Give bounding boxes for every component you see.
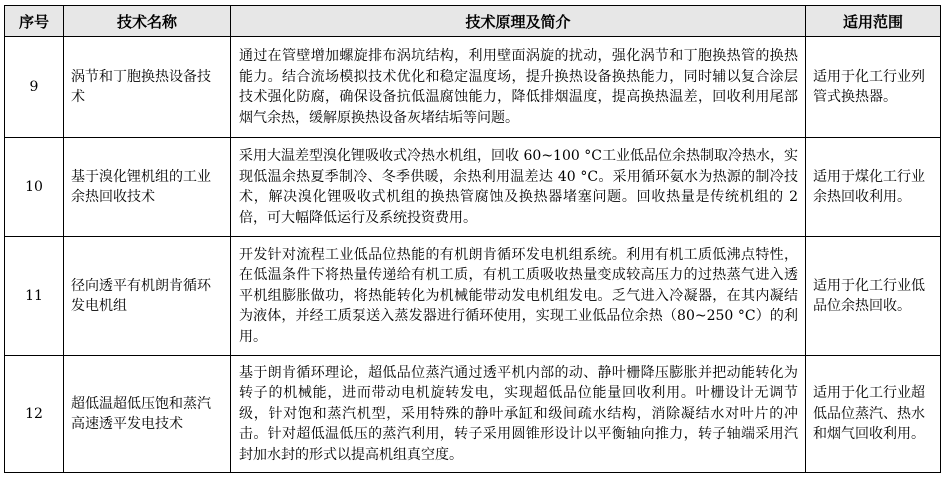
header-scope: 适用范围 xyxy=(806,6,941,37)
technology-table-container xyxy=(4,5,941,473)
row-scope: 适用于煤化工行业余热回收利用。 xyxy=(806,138,941,237)
table-header-row xyxy=(5,6,941,37)
row-description: 基于朗肯循环理论，超低品位蒸汽通过透平机内部的动、静叶栅降压膨胀并把动能转化为转子的机械能，进而带动电机旋转发电，实现超低品位能量回收利用。叶栅设计无调节级，针对饱和蒸汽机型，采用特殊的静叶承缸和级间疏水结构，消除凝结水对叶片的冲击。针对超低温低压的蒸汽利用，转子采用圆锥形设计以平衡轴向推力，转子轴端采用汽封加水封的形式以提高机组真空度。 xyxy=(231,356,806,473)
row-description: 开发针对流程工业低品位热能的有机朗肯循环发电机组系统。利用有机工质低沸点特性，在低温条件下将热量传递给有机工质，有机工质吸收热量变成较高压力的过热蒸气进入透平机组膨胀做功，将热能转化为机械能带动发电机组发电。乏气进入冷凝器，在其内凝结为液体，并经工质泵送入蒸发器进行循环使用，实现工业低品位余热（80~250 °C）的利用。 xyxy=(231,237,806,356)
row-description: 通过在管壁增加螺旋排布涡坑结构，利用壁面涡旋的扰动，强化涡节和丁胞换热管的换热能力。结合流场模拟技术优化和稳定温度场，提升换热设备换热能力，同时辅以复合涂层技术强化防腐，确保设备抗低温腐蚀能力，降低排烟温度，提高换热温差，回收利用尾部烟气余热，缓解原换热设备灰堵结垢等问题。 xyxy=(231,37,806,138)
row-description: 采用大温差型溴化锂吸收式冷热水机组，回收 60~100 °C工业低品位余热制取冷热水，实现低温余热夏季制冷、冬季供暖，余热利用温差达 40 °C。采用循环氨水为热源的制冷技术，解决溴化锂吸收式机组的换热管腐蚀及换热器堵塞问题。回收热量是传统机组的 2 倍，可大幅降低运行及系统投资费用。 xyxy=(231,138,806,237)
table-row xyxy=(5,138,941,237)
row-technology-name: 基于溴化锂机组的工业余热回收技术 xyxy=(64,138,231,237)
header-index: 序号 xyxy=(5,6,64,37)
row-scope: 适用于化工行业低品位余热回收。 xyxy=(806,237,941,356)
row-technology-name: 径向透平有机朗肯循环发电机组 xyxy=(64,237,231,356)
row-index: 12 xyxy=(5,356,64,473)
header-name: 技术名称 xyxy=(64,6,231,37)
table-row xyxy=(5,356,941,473)
row-scope: 适用于化工行业列管式换热器。 xyxy=(806,37,941,138)
technology-table xyxy=(4,5,941,473)
table-row xyxy=(5,237,941,356)
row-index: 10 xyxy=(5,138,64,237)
table-row xyxy=(5,37,941,138)
header-description: 技术原理及简介 xyxy=(231,6,806,37)
row-technology-name: 超低温超低压饱和蒸汽高速透平发电技术 xyxy=(64,356,231,473)
row-scope: 适用于化工行业超低品位蒸汽、热水和烟气回收利用。 xyxy=(806,356,941,473)
row-index: 11 xyxy=(5,237,64,356)
row-technology-name: 涡节和丁胞换热设备技术 xyxy=(64,37,231,138)
row-index: 9 xyxy=(5,37,64,138)
